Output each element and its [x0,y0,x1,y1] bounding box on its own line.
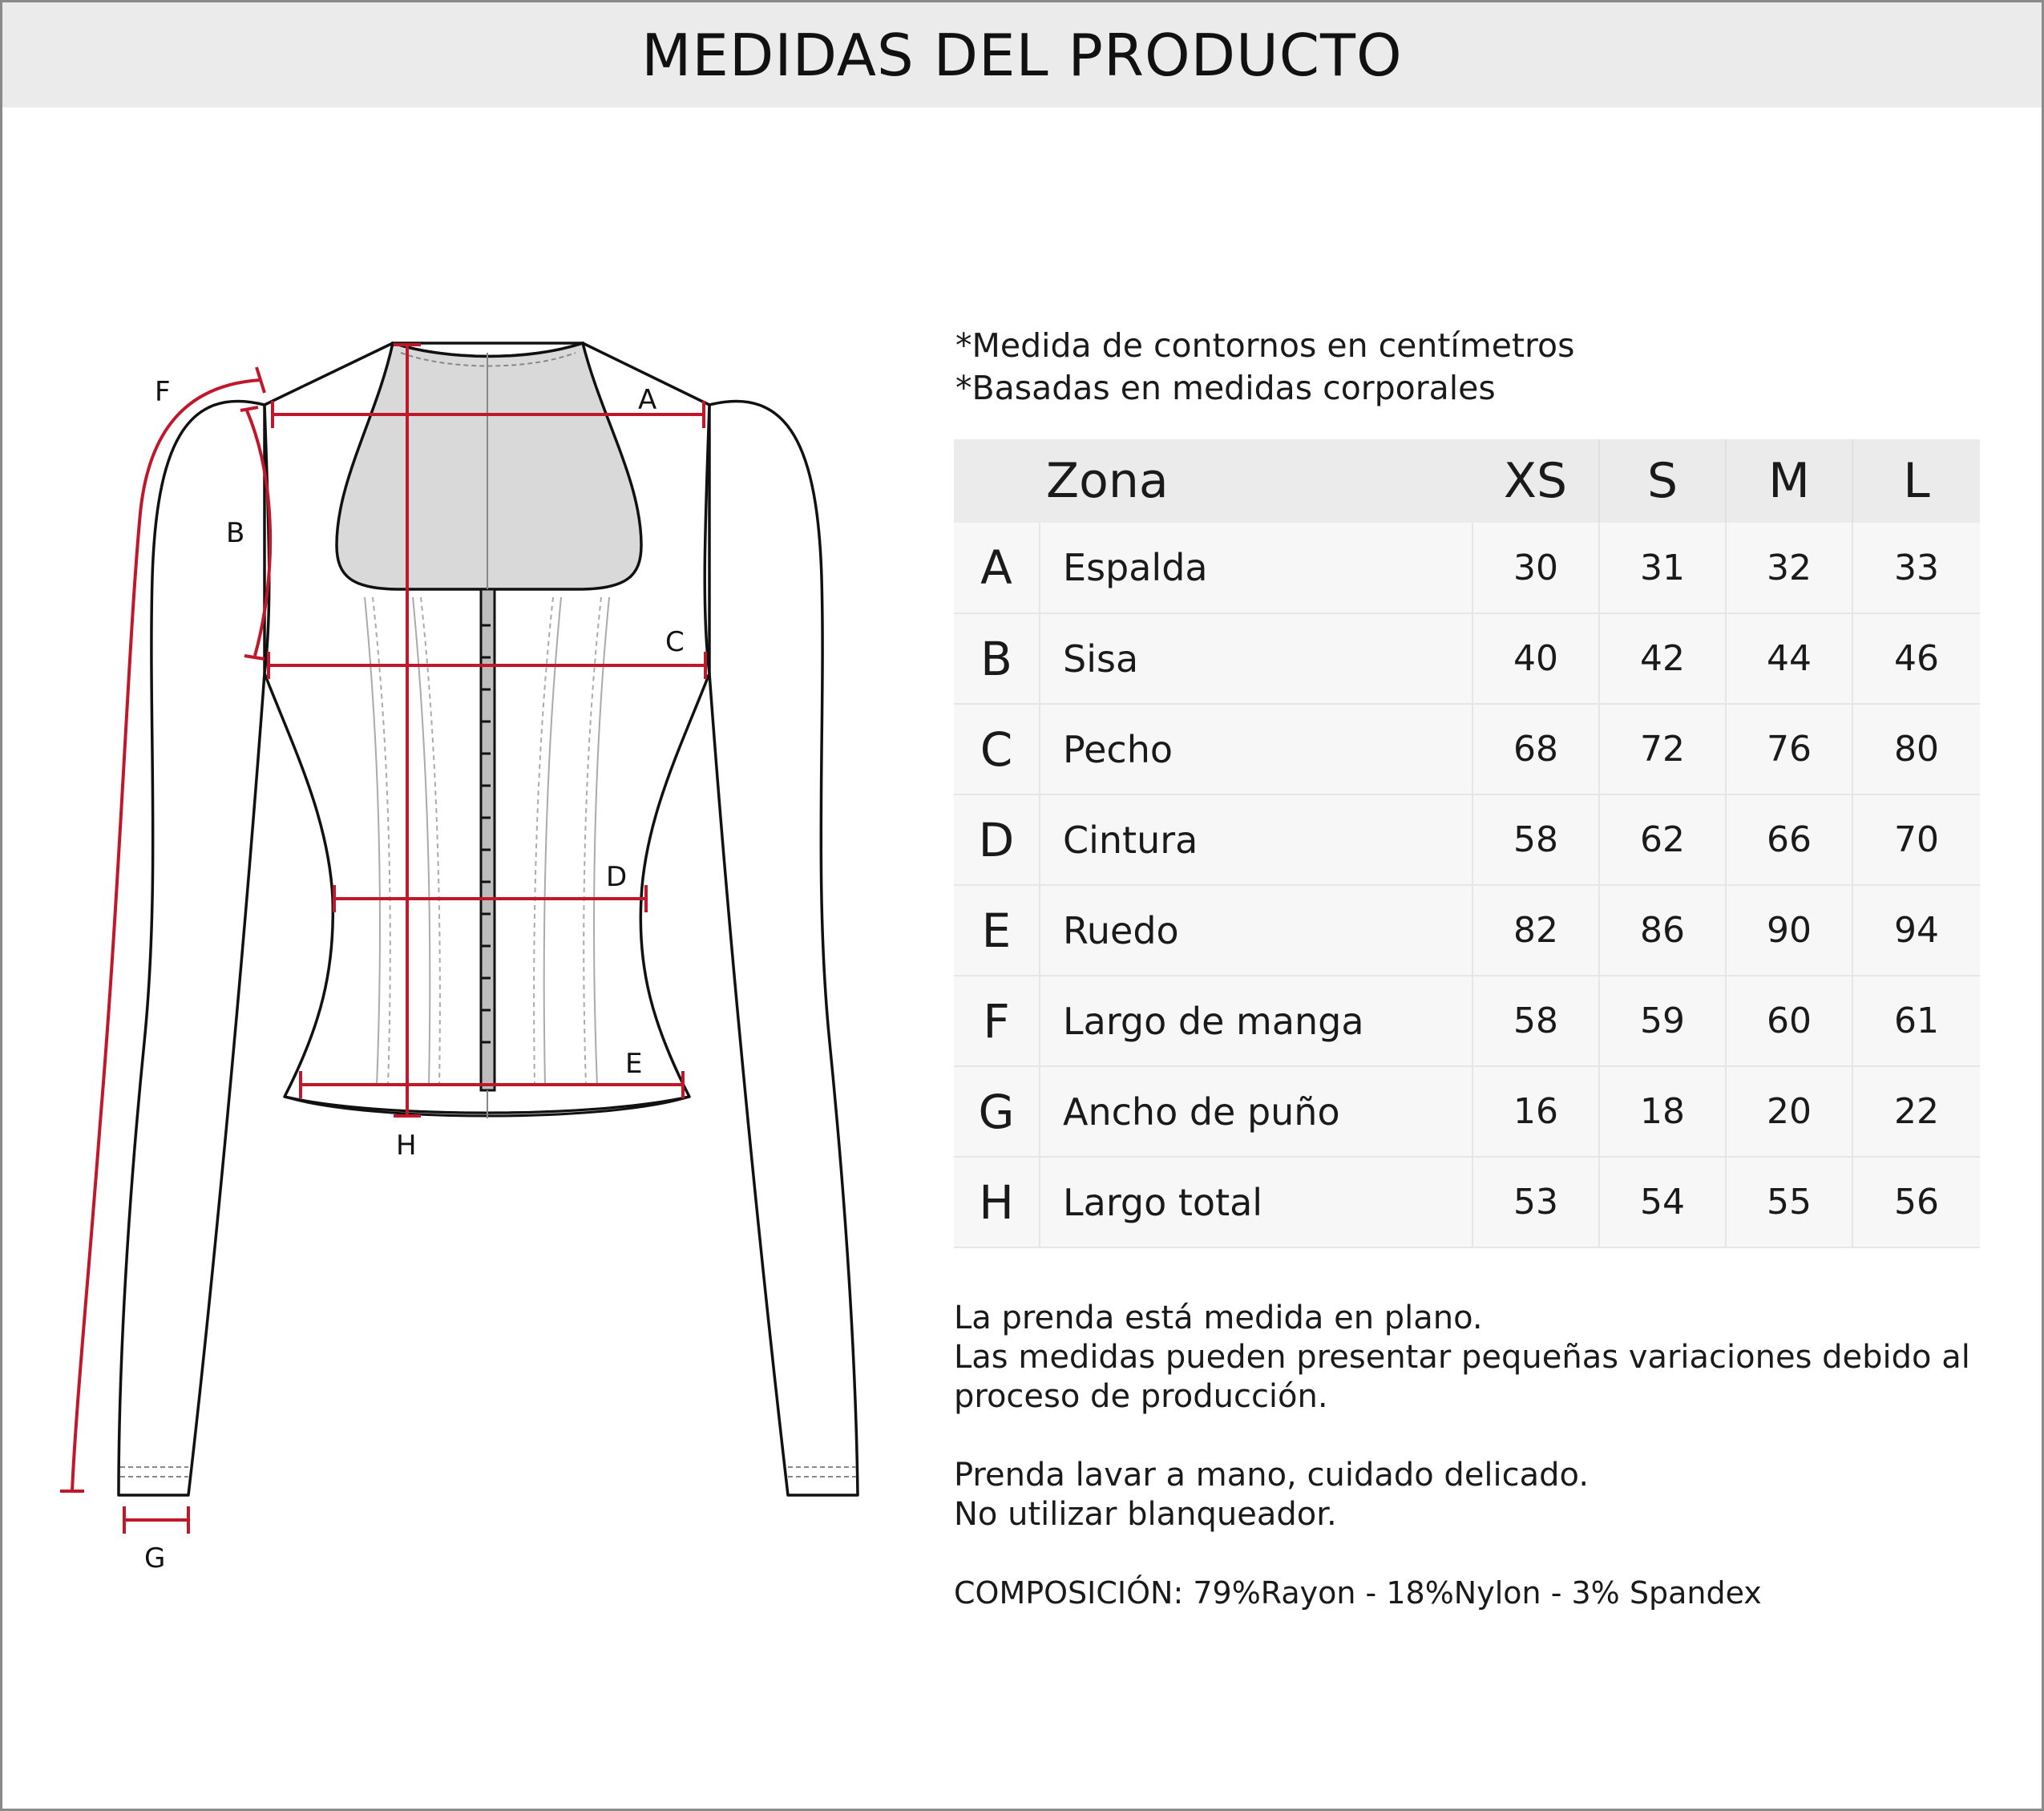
cell-s: 54 [1599,1157,1726,1247]
left-sleeve [119,401,265,1495]
page-title: MEDIDAS DEL PRODUCTO [641,21,1403,89]
table-row [954,1157,1980,1247]
footer-line: Las medidas pueden presentar pequeñas variaciones debido al [954,1339,1970,1376]
row-zone: Cintura [1040,794,1472,885]
row-zone: Sisa [1040,613,1472,704]
care-line: Prenda lavar a mano, cuidado delicado. [954,1457,1590,1494]
row-zone: Ruedo [1040,885,1472,976]
cell-l: 33 [1852,523,1980,613]
table-row [954,1066,1980,1157]
cell-m: 90 [1726,885,1852,976]
cell-s: 72 [1599,704,1726,794]
row-zone: Ancho de puño [1040,1066,1472,1157]
right-sleeve [709,401,858,1495]
row-zone: Largo total [1040,1157,1472,1247]
cell-xs: 68 [1472,704,1599,794]
row-code: G [954,1066,1040,1157]
garment-diagram [0,107,946,1711]
label-b: B [226,517,245,549]
cell-s: 62 [1599,794,1726,885]
label-h: H [396,1130,417,1162]
cell-l: 46 [1852,613,1980,704]
cell-m: 20 [1726,1066,1852,1157]
spacer [954,1417,1970,1456]
spacer [954,1534,1970,1574]
row-code: C [954,704,1040,794]
cell-l: 80 [1852,704,1980,794]
label-a: A [638,384,657,416]
size-table [954,439,1980,1248]
header-m: M [1726,439,1852,523]
row-code: E [954,885,1040,976]
cell-l: 56 [1852,1157,1980,1247]
cell-m: 76 [1726,704,1852,794]
table-row [954,704,1980,794]
cell-l: 70 [1852,794,1980,885]
cell-l: 22 [1852,1066,1980,1157]
table-header-row [954,439,1980,523]
table-row [954,794,1980,885]
row-zone: Largo de manga [1040,976,1472,1066]
cell-s: 86 [1599,885,1726,976]
table-row [954,976,1980,1066]
header-xs: XS [1472,439,1599,523]
cell-m: 60 [1726,976,1852,1066]
cell-xs: 58 [1472,794,1599,885]
notes-block [955,325,1574,410]
note-line: *Medida de contornos en centímetros [955,326,1575,365]
label-g: G [144,1542,166,1575]
header-s: S [1599,439,1726,523]
row-code: A [954,523,1040,613]
cell-l: 94 [1852,885,1980,976]
cell-s: 18 [1599,1066,1726,1157]
cell-m: 66 [1726,794,1852,885]
footer-line: proceso de producción. [954,1378,1328,1415]
row-code: F [954,976,1040,1066]
row-zone: Espalda [1040,523,1472,613]
cell-m: 55 [1726,1157,1852,1247]
table-row [954,613,1980,704]
cell-xs: 30 [1472,523,1599,613]
header-bar [2,2,2042,107]
row-code: B [954,613,1040,704]
label-e: E [625,1048,643,1080]
note-line: *Basadas en medidas corporales [955,369,1496,407]
cell-s: 31 [1599,523,1726,613]
label-c: C [665,626,685,658]
composition-line: COMPOSICIÓN: 79%Rayon - 18%Nylon - 3% Spandex [954,1575,1762,1611]
header-l: L [1852,439,1980,523]
row-code: D [954,794,1040,885]
header-zona: Zona [954,439,1472,523]
cell-m: 32 [1726,523,1852,613]
table-row [954,523,1980,613]
cell-xs: 40 [1472,613,1599,704]
footer-line: La prenda está medida en plano. [954,1300,1483,1336]
cell-xs: 53 [1472,1157,1599,1247]
care-line: No utilizar blanqueador. [954,1496,1337,1533]
cell-s: 42 [1599,613,1726,704]
label-f: F [155,376,171,408]
row-zone: Pecho [1040,704,1472,794]
row-code: H [954,1157,1040,1247]
label-d: D [606,861,628,893]
cell-xs: 58 [1472,976,1599,1066]
table-row [954,885,1980,976]
cell-xs: 16 [1472,1066,1599,1157]
footer-notes [954,1299,1970,1613]
cell-xs: 82 [1472,885,1599,976]
cell-s: 59 [1599,976,1726,1066]
cell-l: 61 [1852,976,1980,1066]
cell-m: 44 [1726,613,1852,704]
